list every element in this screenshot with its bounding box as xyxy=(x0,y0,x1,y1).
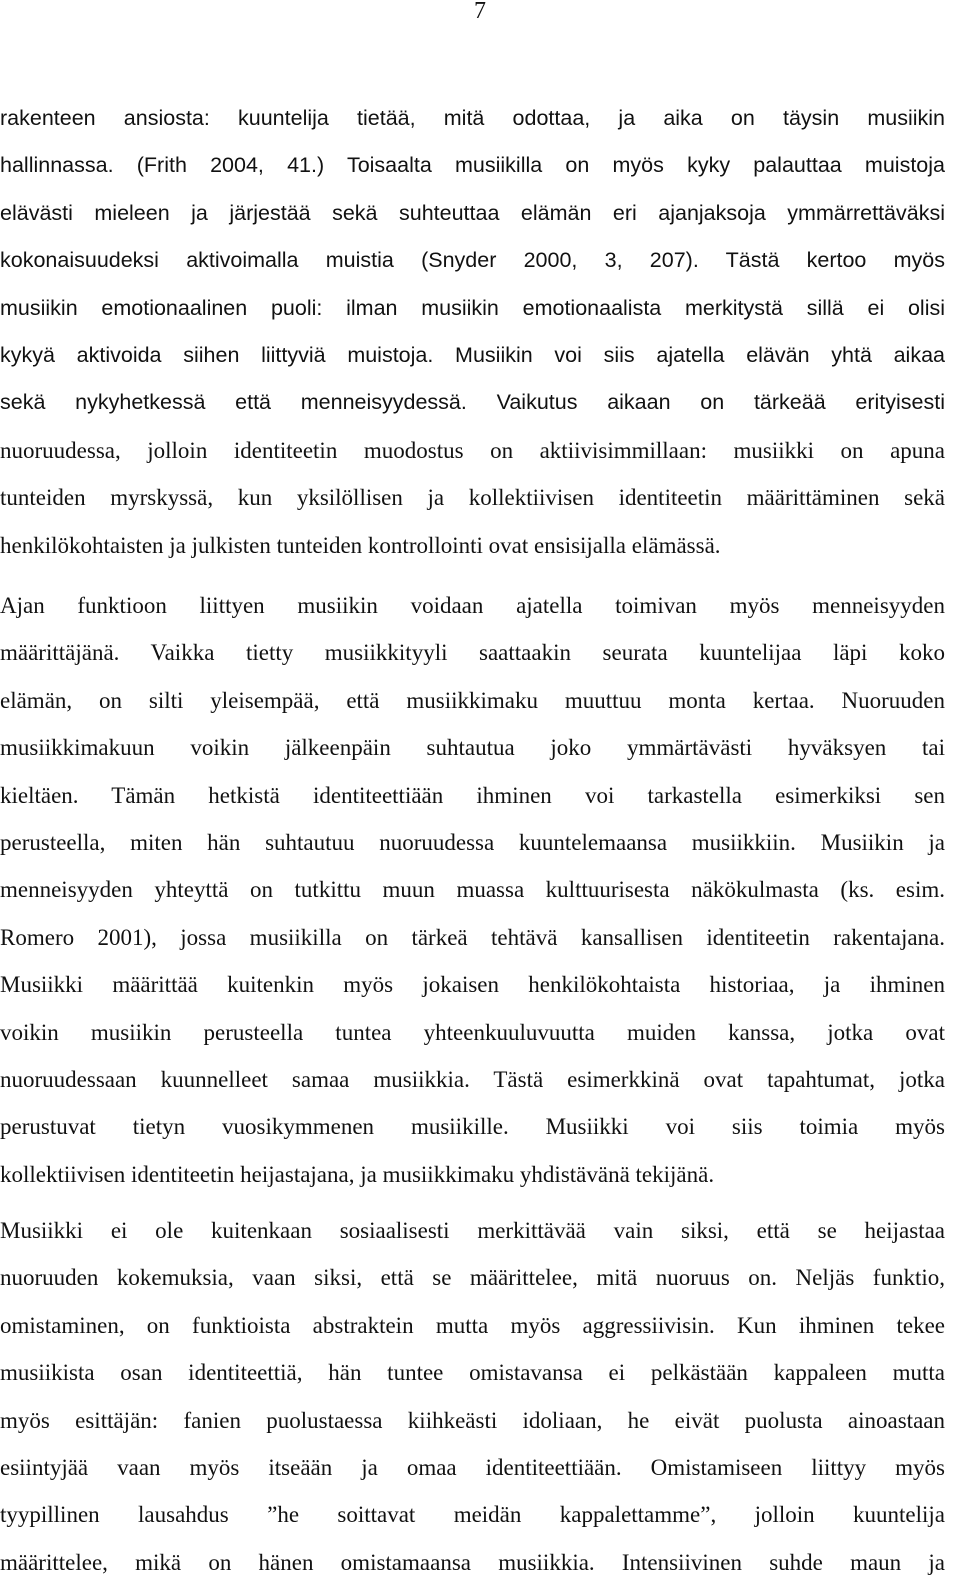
text-line: kykyä aktivoida siihen liittyviä muistoja. Musiikin voi siis ajatella elävän yhtä aikaa xyxy=(0,342,945,367)
text-line: elämän, on silti yleisempää, että musiikkimaku muuttuu monta kertaa. Nuoruuden xyxy=(0,687,945,713)
text-line: kollektiivisen identiteetin heijastajana, ja musiikkimaku yhdistävänä tekijänä. xyxy=(0,1161,715,1187)
text-line: henkilökohtaisten ja julkisten tunteiden kontrollointi ovat ensisijalla elämässä. xyxy=(0,532,721,558)
text-line: Musiikki ei ole kuitenkaan sosiaalisesti merkittävää vain siksi, että se heijastaa xyxy=(0,1218,945,1243)
text-line: sekä nykyhetkessä että menneisyydessä. Vaikutus aikaan on tärkeää erityisesti xyxy=(0,390,945,415)
text-line: musiikin emotionaalinen puoli: ilman musiikin emotionaalista merkitystä sillä ei olisi xyxy=(0,295,945,320)
text-line: nuoruudessa, jolloin identiteetin muodostus on aktiivisimmillaan: musiikki on apuna xyxy=(0,437,945,463)
text-line: elävästi mieleen ja järjestää sekä suhteuttaa elämän eri ajanjaksoja ymmärrettäväksi xyxy=(0,200,945,225)
text-line: tyypillinen lausahdus ”he soittavat meidän kappalettamme”, jolloin kuuntelija xyxy=(0,1502,945,1528)
text-line: määrittelee, mikä on hänen omistamaansa musiikkia. Intensiivinen suhde maun ja xyxy=(0,1549,945,1575)
text-line: Ajan funktioon liittyen musiikin voidaan ajatella toimivan myös menneisyyden xyxy=(0,593,945,618)
text-line: perustuvat tietyn vuosikymmenen musiikille. Musiikki voi siis toimia myös xyxy=(0,1114,945,1140)
text-line: myös esittäjän: fanien puolustaessa kiihkeästi idoliaan, he eivät puolusta ainoastaan xyxy=(0,1407,945,1433)
paragraph-3 xyxy=(0,1207,945,1586)
paragraph-2 xyxy=(0,582,945,1198)
text-line: kieltäen. Tämän hetkistä identiteettiään ihminen voi tarkastella esimerkiksi sen xyxy=(0,782,945,808)
text-line: musiikkimakuun voikin jälkeenpäin suhtautua joko ymmärtävästi hyväksyen tai xyxy=(0,735,945,761)
text-line: määrittäjänä. Vaikka tietty musiikkityyli saattaakin seurata kuuntelijaa läpi koko xyxy=(0,640,945,666)
text-line: hallinnassa. (Frith 2004, 41.) Toisaalta musiikilla on myös kyky palauttaa muistoja xyxy=(0,153,945,178)
text-line: Musiikki määrittää kuitenkin myös jokaisen henkilökohtaista historiaa, ja ihminen xyxy=(0,972,945,998)
text-line: perusteella, miten hän suhtautuu nuoruudessa kuuntelemaansa musiikkiin. Musiikin ja xyxy=(0,829,945,855)
text-line: omistaminen, on funktioista abstraktein mutta myös aggressiivisin. Kun ihminen tekee xyxy=(0,1312,945,1338)
text-line: nuoruuden kokemuksia, vaan siksi, että se määrittelee, mitä nuoruus on. Neljäs funktio, xyxy=(0,1265,945,1291)
text-line: esiintyjää vaan myös itseään ja omaa identiteettiään. Omistamiseen liittyy myös xyxy=(0,1454,945,1480)
page-number: 7 xyxy=(474,0,486,24)
text-line: kokonaisuudeksi aktivoimalla muistia (Snyder 2000, 3, 207). Tästä kertoo myös xyxy=(0,248,945,273)
text-line: nuoruudessaan kuunnelleet samaa musiikkia. Tästä esimerkkinä ovat tapahtumat, jotka xyxy=(0,1066,945,1092)
text-line: menneisyyden yhteyttä on tutkittu muun muassa kulttuurisesta näkökulmasta (ks. esim. xyxy=(0,877,945,903)
paragraph-1 xyxy=(0,95,945,569)
text-line: rakenteen ansiosta: kuuntelija tietää, mitä odottaa, ja aika on täysin musiikin xyxy=(0,106,945,130)
text-line: musiikista osan identiteettiä, hän tuntee omistavansa ei pelkästään kappaleen mutta xyxy=(0,1360,945,1386)
text-line: Romero 2001), jossa musiikilla on tärkeä tehtävä kansallisen identiteetin rakentajana. xyxy=(0,924,945,950)
text-line: voikin musiikin perusteella tuntea yhteenkuuluvuutta muiden kanssa, jotka ovat xyxy=(0,1019,945,1045)
text-line: tunteiden myrskyssä, kun yksilöllisen ja kollektiivisen identiteetin määrittäminen sekä xyxy=(0,485,945,511)
